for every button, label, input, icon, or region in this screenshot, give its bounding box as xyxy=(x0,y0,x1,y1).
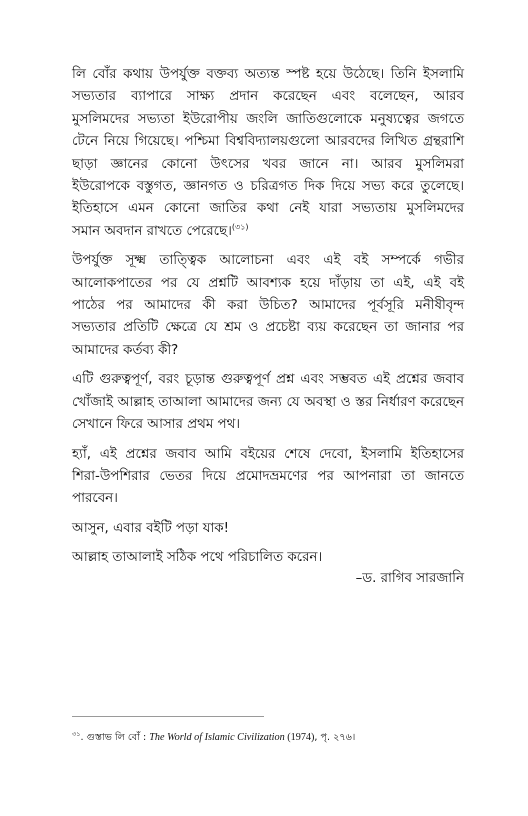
text-line: মুসলিমদের সভ্যতা ইউরোপীয় জংলি জাতিগুলোকে মনুষ্যত্বের জগতে xyxy=(72,111,464,127)
text-line: ইউরোপকে বস্তুগত, জ্ঞানগত ও চরিত্রগত দিক দিয়ে সভ্য করে তুলেছে। xyxy=(72,179,464,195)
text-line: এটি গুরুত্বপূর্ণ, বরং চূড়ান্ত গুরুত্বপূর্ণ প্রশ্ন এবং সম্ভবত এই প্রশ্নের জবাব xyxy=(72,372,464,388)
text-line: সেখানে ফিরে আসার প্রথম পথ। xyxy=(72,417,241,433)
text-line: পাঠের পর আমাদের কী করা উচিত? আমাদের পূর্বসূরি মনীষীবৃন্দ xyxy=(72,298,464,314)
text-line: পারবেন। xyxy=(72,491,118,507)
text-line: আসুন, এবার বইটি পড়া যাক! xyxy=(72,520,230,536)
text-line xyxy=(72,221,464,243)
text-line: ছাড়া জ্ঞানের কোনো উৎসের খবর জানে না। আরব মুসলিমরা xyxy=(72,156,464,172)
text-line: হ্যাঁ, এই প্রশ্নের জবাব আমি বইয়ের শেষে দেবো, ইসলামি ইতিহাসের xyxy=(72,446,464,462)
footnote-page: , পৃ. ২৭৬। xyxy=(314,732,356,743)
text-line: শিরা-উপশিরার ভেতর দিয়ে প্রমোদভ্রমণের পর আপনারা তা জানতে xyxy=(72,468,464,484)
main-text xyxy=(72,64,464,577)
text-line: আলোকপাতের পর যে প্রশ্নটি আবশ্যক হয়ে দাঁড়ায় তা এই, এই বই xyxy=(72,275,464,291)
paragraph-3 xyxy=(72,369,464,436)
text-line: লি বোঁর কথায় উপর্যুক্ত বক্তব্য অত্যন্ত স্পষ্ট হয়ে উঠেছে। তিনি ইসলামি xyxy=(72,67,464,82)
paragraph-1 xyxy=(72,64,464,243)
footnote-divider xyxy=(72,716,264,717)
text-line: আমাদের কর্তব্য কী? xyxy=(72,342,179,358)
footnote-number: ৩১ xyxy=(72,729,81,738)
footnote-book-title: The World of Islamic Civilization xyxy=(149,732,285,743)
text-line: ইতিহাসে এমন কোনো জাতির কথা নেই যারা সভ্যতায় মুসলিমদের xyxy=(72,201,464,217)
text-line: সভ্যতার ব্যাপারে সাক্ষ্য প্রদান করেছেন এবং বলেছেন, আরব xyxy=(72,89,464,105)
author-signature: –ড. রাগিব সারজানি xyxy=(355,571,464,586)
footnote-year: (1974) xyxy=(284,732,315,743)
text-line-content: সমান অবদান রাখতে পেরেছে। xyxy=(72,223,232,239)
text-line: আল্লাহ তাআলাই সঠিক পথে পরিচালিত করেন। xyxy=(72,550,323,566)
footnote-reference[interactable]: (৩১) xyxy=(231,222,249,232)
text-line: টেনে নিয়ে গিয়েছে। পশ্চিমা বিশ্ববিদ্যালয়গুলো আরবদের লিখিত গ্রন্থরাশি xyxy=(72,134,464,150)
paragraph-5 xyxy=(72,518,464,540)
text-line: উপর্যুক্ত সূক্ষ্ম তাত্ত্বিক আলোচনা এবং এই বই সম্পর্কে গভীর xyxy=(72,253,464,269)
paragraph-6 xyxy=(72,547,464,569)
footnote-author: . গুস্তাভ লি বোঁ : xyxy=(80,732,150,743)
paragraph-2 xyxy=(72,250,464,362)
paragraph-4 xyxy=(72,444,464,511)
text-line: সভ্যতার প্রতিটি ক্ষেত্রে যে শ্রম ও প্রচেষ্টা ব্যয় করেছেন তা জানার পর xyxy=(72,320,464,336)
footnote xyxy=(72,731,464,745)
text-line: খোঁজাই আল্লাহ তাআলা আমাদের জন্য যে অবস্থা ও স্তর নির্ধারণ করেছেন xyxy=(72,394,464,410)
